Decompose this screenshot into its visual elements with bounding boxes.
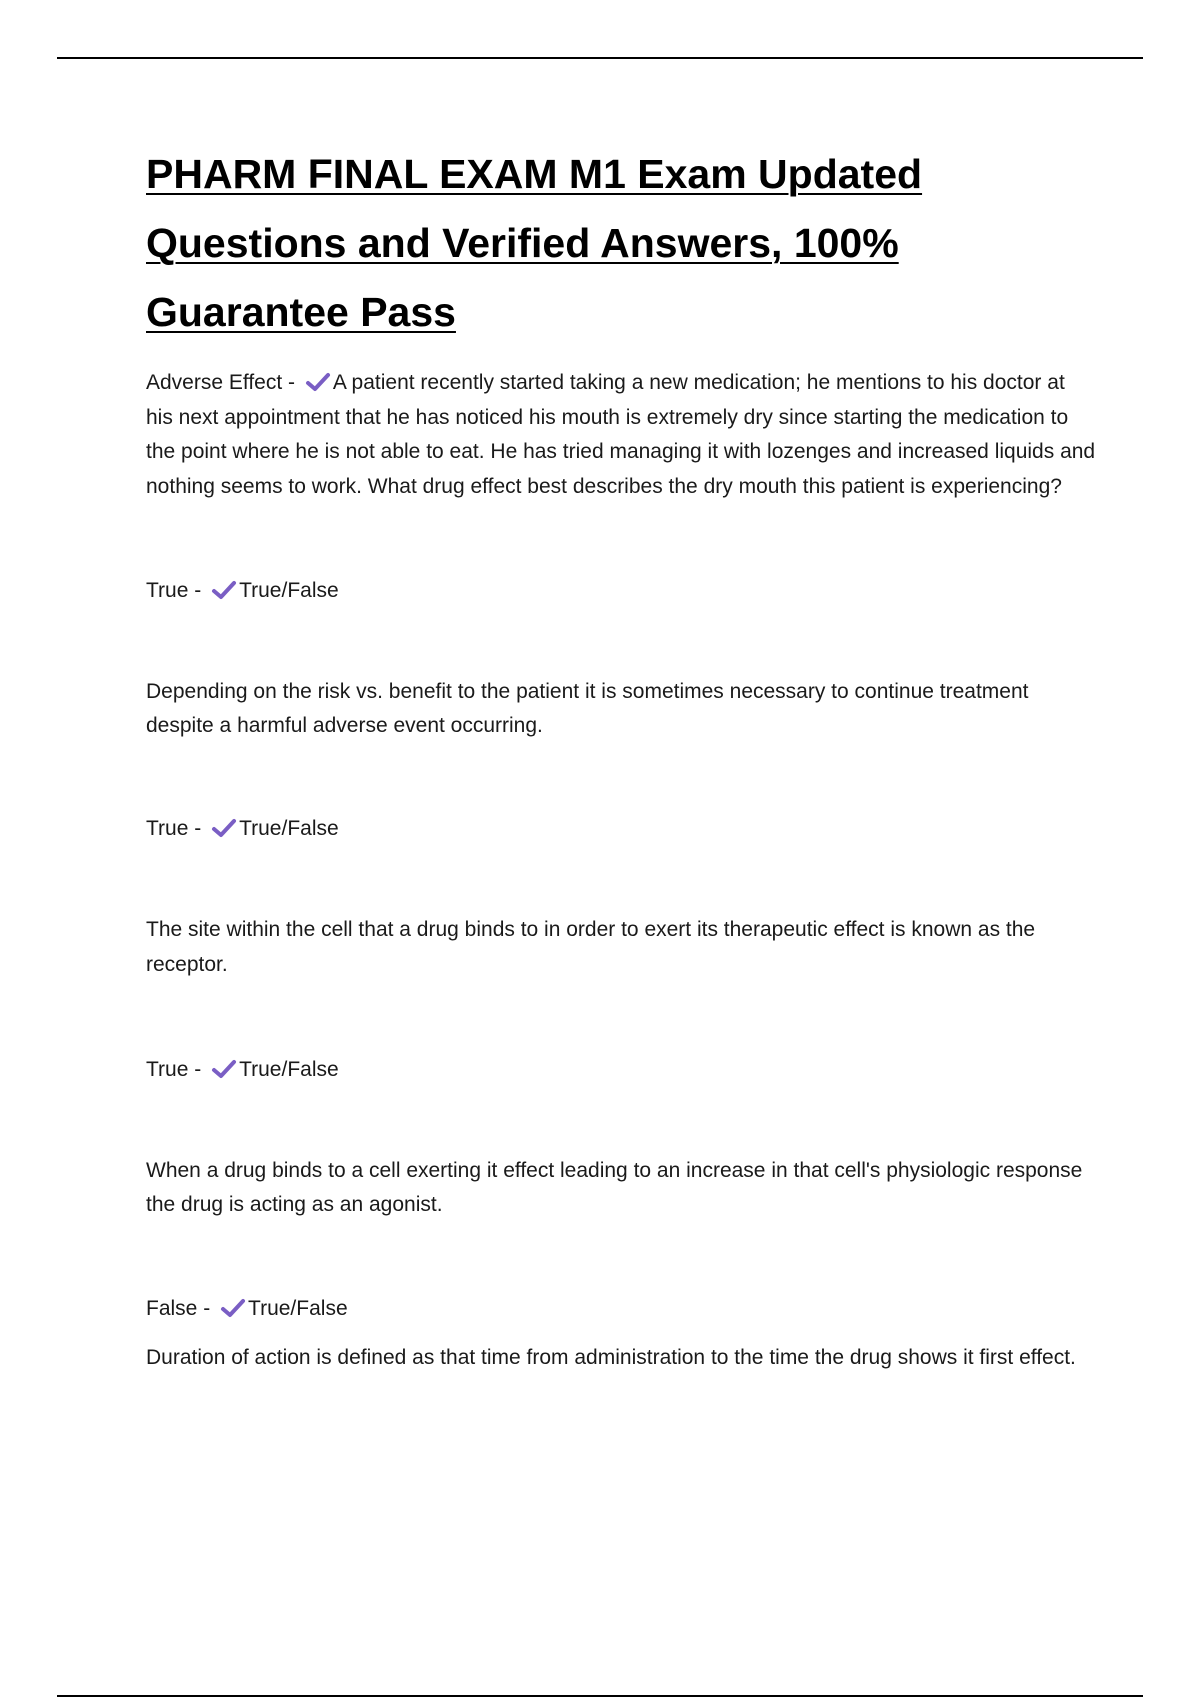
answer-entry-adverse-effect <box>146 366 1096 504</box>
question-type-label: True/False <box>239 816 339 840</box>
checkmark-icon <box>211 818 237 838</box>
answer-separator: - <box>188 1058 208 1081</box>
checkmark-icon <box>211 580 237 600</box>
question-text: A patient recently started taking a new medication; he mentions to his doctor at his next appointment that he has noticed his mouth is extremely dry since starting the medication to the point where he is not able to eat. He has tried managing it with lozenges and increased liquids and nothing seems to work. What drug effect best describes the dry mouth this patient is experiencing? <box>146 371 1096 498</box>
title-line-3: Guarantee Pass <box>146 289 456 335</box>
title-line-2: Questions and Verified Answers, 100% <box>146 220 899 266</box>
answer-text: True <box>146 579 189 602</box>
header-rule <box>57 57 1143 59</box>
question-duration-of-action: Duration of action is defined as that time from administration to the time the drug shows it first effect. <box>146 1346 1076 1369</box>
document-body <box>146 140 1096 1376</box>
question-risk-benefit: Depending on the risk vs. benefit to the patient it is sometimes necessary to continue treatment despite a harmful adverse event occurring. <box>146 679 1029 737</box>
answer-entry-true-2 <box>146 812 1096 847</box>
question-type-label: True/False <box>248 1296 348 1320</box>
footer-rule <box>57 1695 1143 1697</box>
question-type-label: True/False <box>239 579 339 602</box>
answer-text: False <box>146 1296 198 1320</box>
answer-entry-true-3 <box>146 1053 1096 1088</box>
answer-separator: - <box>188 816 208 840</box>
document-title <box>146 140 1096 347</box>
answer-text: Adverse Effect <box>146 371 283 394</box>
answer-separator: - <box>188 579 208 602</box>
checkmark-icon <box>211 1059 237 1079</box>
answer-separator: - <box>282 371 301 394</box>
answer-text: True <box>146 1058 189 1081</box>
question-type-label: True/False <box>239 1058 339 1081</box>
answer-entry-true-1 <box>146 574 1096 609</box>
checkmark-icon <box>220 1298 246 1318</box>
answer-text: True <box>146 816 189 840</box>
title-line-1: PHARM FINAL EXAM M1 Exam Updated <box>146 151 923 197</box>
question-agonist: When a drug binds to a cell exerting it effect leading to an increase in that cell's physiologic response the drug is acting as an agonist. <box>146 1158 1083 1216</box>
checkmark-icon <box>305 372 331 392</box>
answer-separator: - <box>197 1296 217 1320</box>
question-receptor: The site within the cell that a drug binds to in order to exert its therapeutic effect is known as the receptor. <box>146 918 1036 976</box>
answer-entry-false <box>146 1292 1096 1327</box>
